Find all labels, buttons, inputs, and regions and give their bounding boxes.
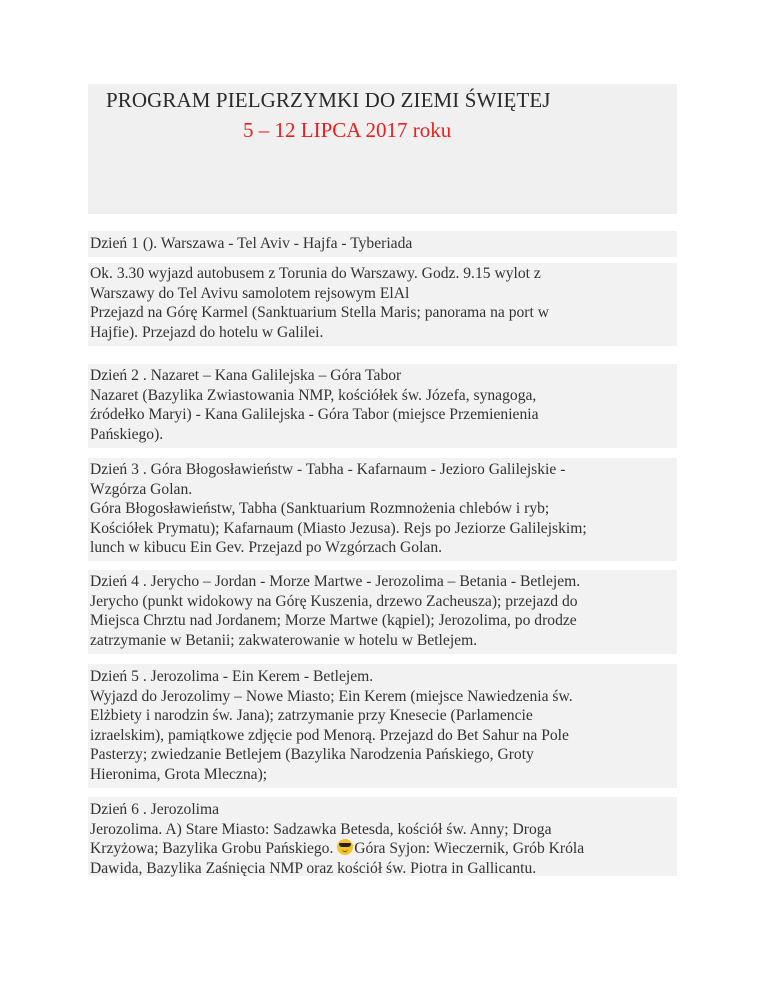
- text-line: Wyjazd do Jerozolimy – Nowe Miasto; Ein Kerem (miejsce Nawiedzenia św.: [90, 687, 573, 705]
- text-line: zatrzymanie w Betanii; zakwaterowanie w hotelu w Betlejem.: [90, 631, 478, 649]
- text-line: Pańskiego).: [90, 425, 164, 443]
- text-line: Hajfie). Przejazd do hotelu w Galilei.: [90, 323, 324, 341]
- title-block: [88, 84, 677, 214]
- day-1-heading: Dzień 1 (). Warszawa - Tel Aviv - Hajfa - Tyberiada: [90, 235, 413, 252]
- day-1-description: [88, 263, 677, 346]
- text-line: Góra Błogosławieństw, Tabha (Sanktuarium Rozmnożenia chlebów i ryb;: [90, 500, 550, 517]
- text-line: Pasterzy; zwiedzanie Betlejem (Bazylika Narodzenia Pańskiego, Groty: [90, 746, 534, 763]
- text-line: źródełko Maryi) - Kana Galilejska - Góra Tabor (miejsce Przemienienia: [90, 406, 539, 423]
- text-line: Dawida, Bazylika Zaśnięcia NMP oraz kościół św. Piotra in Gallicantu.: [90, 859, 537, 877]
- trip-dates: 5 – 12 LIPCA 2017 roku: [243, 118, 452, 142]
- text-line: Miejsca Chrztu nad Jordanem; Morze Martwe (kąpiel); Jerozolima, po drodze: [90, 612, 577, 629]
- day-2-block: [88, 364, 677, 448]
- page-title: PROGRAM PIELGRZYMKI DO ZIEMI ŚWIĘTEJ: [106, 88, 551, 112]
- text-line: Hieronima, Grota Mleczna);: [90, 765, 268, 783]
- day-5-heading: Dzień 5 . Jerozolima - Ein Kerem - Betlejem.: [90, 668, 374, 685]
- text-segment: Krzyżowa; Bazylika Grobu Pańskiego.: [90, 840, 338, 857]
- day-2-heading: Dzień 2 . Nazaret – Kana Galilejska – Góra Tabor: [90, 367, 402, 384]
- text-line: Jerozolima. A) Stare Miasto: Sadzawka Betesda, kościół św. Anny; Droga: [90, 820, 552, 838]
- text-segment: Góra Syjon: Wieczernik, Grób Króla: [354, 840, 585, 857]
- text-line: Kościółek Prymatu); Kafarnaum (Miasto Jezusa). Rejs po Jeziorze Galilejskim;: [90, 519, 587, 537]
- text-line: Przejazd na Górę Karmel (Sanktuarium Stella Maris; panorama na port w: [90, 304, 549, 321]
- text-line: izraelskim), pamiątkowe zdjęcie pod Menorą. Przejazd do Bet Sahur na Pole: [90, 726, 569, 744]
- day-4-block: [88, 570, 677, 654]
- day-6-heading: Dzień 6 . Jerozolima: [90, 801, 220, 818]
- day-1-heading-block: [88, 231, 677, 257]
- day-3-block: [88, 458, 677, 561]
- day-5-block: [88, 664, 677, 788]
- text-line: Nazaret (Bazylika Zwiastowania NMP, kościółek św. Józefa, synagoga,: [90, 386, 537, 404]
- day-4-heading: Dzień 4 . Jerycho – Jordan - Morze Martwe - Jerozolima – Betania - Betlejem.: [90, 573, 581, 590]
- text-line: lunch w kibucu Ein Gev. Przejazd po Wzgórzach Golan.: [90, 539, 443, 556]
- day-6-block: [88, 797, 677, 876]
- text-line: Ok. 3.30 wyjazd autobusem z Torunia do Warszawy. Godz. 9.15 wylot z: [90, 265, 541, 282]
- day-3-heading: Dzień 3 . Góra Błogosławieństw - Tabha - Kafarnaum - Jezioro Galilejskie -: [90, 461, 566, 478]
- smiling-face-with-sunglasses-icon: [337, 839, 353, 855]
- text-line: Wzgórza Golan.: [90, 480, 193, 498]
- text-line: Jerycho (punkt widokowy na Górę Kuszenia, drzewo Zacheusza); przejazd do: [90, 592, 578, 610]
- text-line-with-emoji: [90, 839, 677, 859]
- text-line: Warszawy do Tel Avivu samolotem rejsowym ElAl: [90, 284, 410, 302]
- text-line: Elżbiety i narodzin św. Jana); zatrzymanie przy Knesecie (Parlamencie: [90, 707, 533, 724]
